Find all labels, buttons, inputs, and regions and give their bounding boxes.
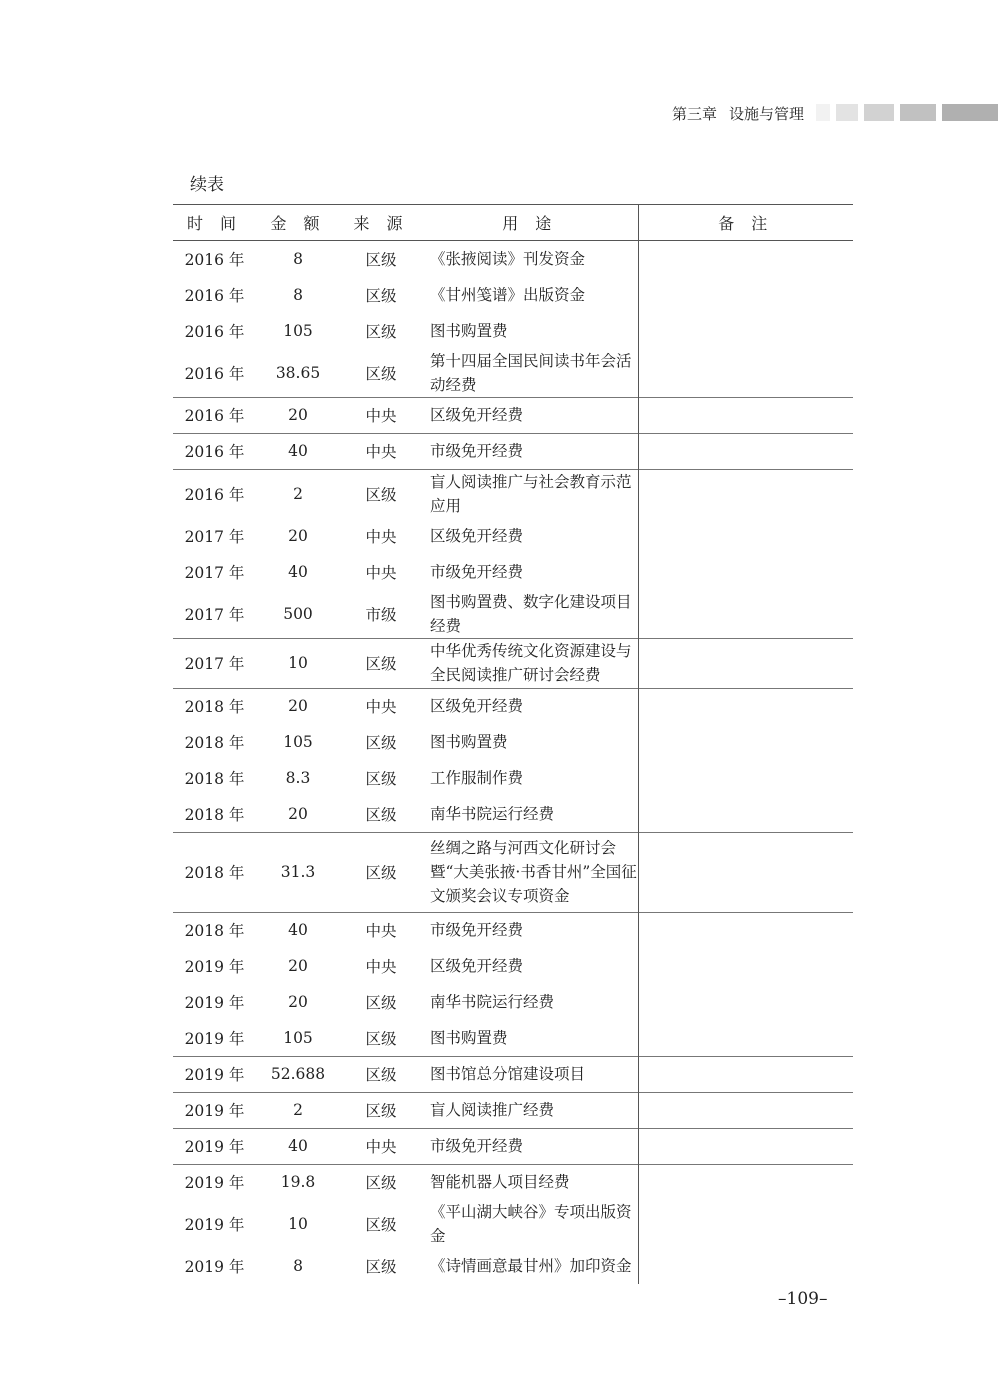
cell-source: 中央 [365,527,397,546]
cell-purpose: 南华书院运行经费 [422,796,638,832]
cell-time: 2018 年 [173,912,256,948]
cell-source: 区级 [365,322,397,341]
cell-source: 区级 [340,1092,422,1128]
cell-purpose: 区级免开经费 [422,518,638,554]
cell-purpose: 中华优秀传统文化资源建设与全民阅读推广研讨会经费 [422,638,638,688]
cell-purpose: 第十四届全国民间读书年会活动经费 [422,349,638,398]
table-row [173,313,853,349]
cell-amount: 52.688 [256,1056,340,1092]
cell-source: 区级 [365,805,397,824]
cell-time: 2018 年 [184,770,245,788]
cell-note [638,1128,853,1164]
cell-source: 区级 [365,1029,397,1048]
cell-note [638,1020,853,1056]
cell-amount: 38.65 [275,363,321,382]
cell-time: 2019 年 [184,1258,245,1276]
cell-source: 区级 [365,286,397,305]
cell-source: 区级 [365,1258,397,1276]
cell-purpose: 区级免开经费 [422,688,638,724]
table-row [173,397,853,433]
table-row [173,241,853,277]
table-row [173,518,853,554]
table-row [173,349,853,398]
cell-source: 区级 [340,469,422,518]
cell-time: 2017 年 [184,605,245,624]
table-header-row [173,205,853,241]
cell-note [638,1092,853,1128]
cell-note [638,984,853,1020]
cell-time: 2016 年 [173,433,256,469]
cell-purpose: 图书购置费 [422,313,638,349]
cell-purpose: 丝绸之路与河西文化研讨会暨“大美张掖·书香甘州”全国征文颁奖会议专项资金 [422,832,638,912]
cell-note [638,948,853,984]
header-bar-4 [900,104,936,121]
cell-time: 2019 年 [184,1029,245,1048]
cell-purpose: 图书购置费 [422,724,638,760]
cell-purpose: 《张掖阅读》刊发资金 [422,241,638,277]
cell-source: 区级 [340,638,422,688]
cell-purpose: 工作服制作费 [422,760,638,796]
table-row [173,1200,853,1248]
running-header [0,100,1000,126]
cell-source: 中央 [340,397,422,433]
cell-source: 区级 [365,734,397,752]
table-row [173,638,853,688]
cell-time: 2016 年 [184,322,245,341]
table-row [173,1128,853,1164]
cell-source: 市级 [365,605,397,624]
cell-note [638,277,853,313]
table-row [173,1164,853,1200]
cell-note [638,1164,853,1200]
cell-amount: 20 [288,526,308,545]
table-row [173,554,853,590]
cell-source: 区级 [365,994,397,1012]
header-note: 备 注 [638,205,853,241]
cell-amount: 31.3 [256,832,340,912]
table-row [173,796,853,832]
section-name: 设施与管理 [729,105,805,123]
cell-note [638,688,853,724]
cell-source: 区级 [365,364,397,383]
cell-source: 区级 [340,1164,422,1200]
cell-note [638,241,853,277]
table-row [173,724,853,760]
cell-time: 2017 年 [184,563,245,582]
header-bar-5 [942,104,998,121]
cell-time: 2018 年 [184,734,245,752]
cell-note [638,397,853,433]
header-bar-2 [836,104,858,121]
cell-amount: 20 [256,688,340,724]
cell-amount: 19.8 [256,1164,340,1200]
chapter-number: 第三章 [672,105,718,123]
cell-purpose: 市级免开经费 [422,1128,638,1164]
table-row [173,948,853,984]
cell-note [638,1248,853,1284]
cell-note [638,832,853,912]
cell-time: 2019 年 [184,1216,245,1234]
cell-amount: 20 [288,957,308,975]
cell-amount: 40 [256,1128,340,1164]
cell-amount: 105 [283,1028,313,1047]
cell-time: 2018 年 [184,805,245,824]
cell-amount: 2 [256,1092,340,1128]
cell-purpose: 图书购置费 [422,1020,638,1056]
cell-amount: 105 [283,321,313,340]
cell-note [638,313,853,349]
table-row [173,1248,853,1284]
table-row [173,688,853,724]
cell-time: 2019 年 [173,1056,256,1092]
cell-amount: 8 [293,249,303,268]
cell-note [638,349,853,398]
cell-source: 区级 [340,1056,422,1092]
cell-purpose: 图书馆总分馆建设项目 [422,1056,638,1092]
continued-table-label: 续表 [190,175,224,195]
table-row [173,1056,853,1092]
table-row [173,760,853,796]
cell-source: 区级 [340,832,422,912]
cell-note [638,590,853,639]
cell-amount: 2 [256,469,340,518]
table-row [173,984,853,1020]
cell-purpose: 市级免开经费 [422,554,638,590]
cell-purpose: 《平山湖大峡谷》专项出版资金 [422,1200,638,1248]
header-time: 时 间 [173,205,256,241]
cell-source: 中央 [365,563,397,582]
cell-amount: 40 [256,433,340,469]
cell-note [638,554,853,590]
cell-time: 2019 年 [184,958,245,976]
cell-amount: 10 [256,638,340,688]
cell-time: 2018 年 [173,832,256,912]
table-row [173,912,853,948]
cell-time: 2017 年 [173,638,256,688]
cell-amount: 20 [288,993,308,1011]
cell-amount: 20 [256,397,340,433]
cell-source: 区级 [365,250,397,269]
page-number: –109– [778,1289,828,1309]
cell-purpose: 图书购置费、数字化建设项目经费 [422,590,638,639]
cell-time: 2018 年 [173,688,256,724]
chapter-title [672,103,804,124]
cell-amount: 40 [288,562,308,581]
cell-amount: 8 [293,1257,303,1275]
cell-time: 2016 年 [173,397,256,433]
cell-note [638,638,853,688]
cell-source: 中央 [340,1128,422,1164]
cell-note [638,724,853,760]
cell-amount: 20 [288,804,308,823]
cell-time: 2019 年 [173,1164,256,1200]
cell-time: 2016 年 [184,364,245,383]
cell-note [638,469,853,518]
cell-purpose: 市级免开经费 [422,912,638,948]
cell-source: 中央 [340,433,422,469]
table-row [173,1020,853,1056]
cell-purpose: 盲人阅读推广经费 [422,1092,638,1128]
cell-amount: 10 [288,1215,308,1233]
cell-note [638,796,853,832]
cell-source: 区级 [365,1216,397,1234]
header-purpose: 用 途 [422,205,638,241]
header-source: 来 源 [340,205,422,241]
cell-time: 2016 年 [173,469,256,518]
cell-amount: 105 [283,733,313,751]
cell-note [638,912,853,948]
cell-time: 2019 年 [173,1128,256,1164]
cell-amount: 500 [283,604,313,623]
table-row [173,277,853,313]
cell-purpose: 区级免开经费 [422,948,638,984]
cell-amount: 40 [256,912,340,948]
cell-source: 中央 [340,688,422,724]
cell-purpose: 《诗情画意最甘州》加印资金 [422,1248,638,1284]
cell-time: 2016 年 [184,286,245,305]
cell-purpose: 市级免开经费 [422,433,638,469]
cell-purpose: 区级免开经费 [422,397,638,433]
funding-table [173,204,853,1284]
cell-note [638,760,853,796]
cell-note [638,1200,853,1248]
table-body [173,241,853,1285]
cell-source: 中央 [365,958,397,976]
table-row [173,433,853,469]
table-row [173,469,853,518]
cell-purpose: 盲人阅读推广与社会教育示范应用 [422,469,638,518]
header-bar-3 [864,104,894,121]
table-row [173,590,853,639]
header-bar-1 [816,104,830,121]
cell-purpose: 智能机器人项目经费 [422,1164,638,1200]
table-row [173,1092,853,1128]
cell-time: 2019 年 [173,1092,256,1128]
table-row [173,832,853,912]
cell-note [638,1056,853,1092]
cell-amount: 8 [293,285,303,304]
cell-note [638,518,853,554]
cell-time: 2019 年 [184,994,245,1012]
cell-time: 2017 年 [184,527,245,546]
header-amount: 金 额 [256,205,340,241]
cell-time: 2016 年 [184,250,245,269]
cell-source: 区级 [365,770,397,788]
cell-source: 中央 [340,912,422,948]
cell-purpose: 南华书院运行经费 [422,984,638,1020]
cell-amount: 8.3 [285,769,311,787]
cell-note [638,433,853,469]
cell-purpose: 《甘州笺谱》出版资金 [422,277,638,313]
